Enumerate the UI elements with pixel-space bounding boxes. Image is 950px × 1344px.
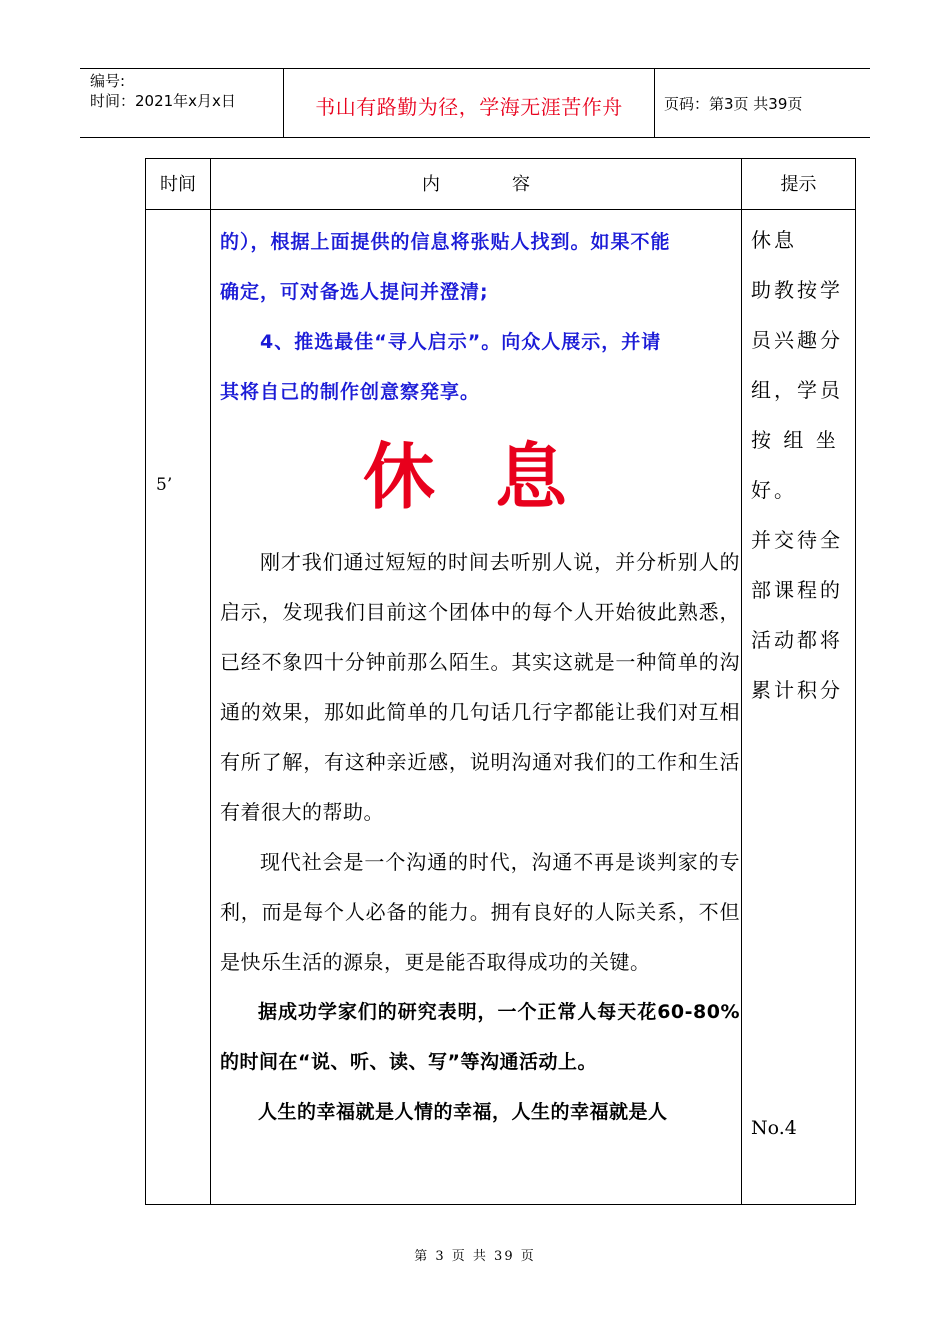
hint-line: 休息	[751, 228, 797, 252]
column-divider	[210, 159, 211, 1204]
hint-line: 活动都将	[751, 628, 843, 652]
hint-line: 并交待全	[751, 528, 843, 552]
hint-line: 累计积分	[751, 678, 843, 702]
header-page-info: 页码：第3页 共39页	[664, 95, 803, 113]
lesson-table	[145, 158, 856, 1205]
break-title: 休息	[362, 435, 627, 519]
column-header-hint: 提示	[780, 174, 817, 195]
content-cell	[220, 217, 740, 1137]
blue-line: 4、推选最佳“寻人启示”。向众人展示，并请	[220, 331, 662, 353]
page-footer: 第 3 页 共 39 页	[414, 1249, 536, 1264]
hint-line: 按 组 坐	[751, 428, 839, 452]
bold-paragraph: 人生的幸福就是人情的幸福，人生的幸福就是人	[258, 1101, 668, 1123]
number-label: 编号:	[90, 72, 126, 90]
time-value: 5’	[156, 475, 173, 495]
hint-cell	[751, 215, 851, 715]
column-divider	[741, 159, 742, 1204]
hint-line: 员兴趣分	[751, 328, 843, 352]
date-label: 时间：2021年x月x日	[90, 92, 236, 110]
header-row-divider	[146, 209, 855, 210]
paragraph: 现代社会是一个沟通的时代，沟通不再是谈判家的专利，而是每个人必备的能力。拥有良好的人际关系，不但是快乐生活的源泉，更是能否取得成功的关键。	[220, 850, 740, 974]
column-header-time: 时间	[160, 174, 196, 195]
header-divider	[654, 69, 655, 137]
column-header-content: 内 容	[422, 174, 530, 195]
hint-line: 部课程的	[751, 578, 843, 602]
hint-line: 助教按学	[751, 278, 843, 302]
blue-line: 其将自己的制作创意察発享。	[220, 381, 481, 403]
bold-paragraph: 据成功学家们的研究表明，一个正常人每天花60-80%的时间在“说、听、读、写”等沟通活动上。	[220, 1001, 740, 1073]
header-motto: 书山有路勤为径，学海无涯苦作舟	[315, 95, 623, 119]
blue-line: 确定，可对备选人提问并澄清;	[220, 281, 489, 303]
paragraph: 刚才我们通过短短的时间去听别人说，并分析别人的启示，发现我们目前这个团体中的每个人开始彼此熟悉，已经不象四十分钟前那么陌生。其实这就是一种简单的沟通的效果，那如此简单的几句话几行字都能让我们对互相有所了解，有这种亲近感，说明沟通对我们的工作和生活有着很大的帮助。	[220, 550, 740, 824]
header-left	[90, 71, 236, 111]
hint-line: 组，学员	[751, 378, 843, 402]
hint-number: No.4	[751, 1117, 797, 1139]
page-header	[80, 68, 870, 138]
hint-line: 好。	[751, 478, 797, 502]
blue-line: 的），根据上面提供的信息将张贴人找到。如果不能	[220, 231, 671, 253]
